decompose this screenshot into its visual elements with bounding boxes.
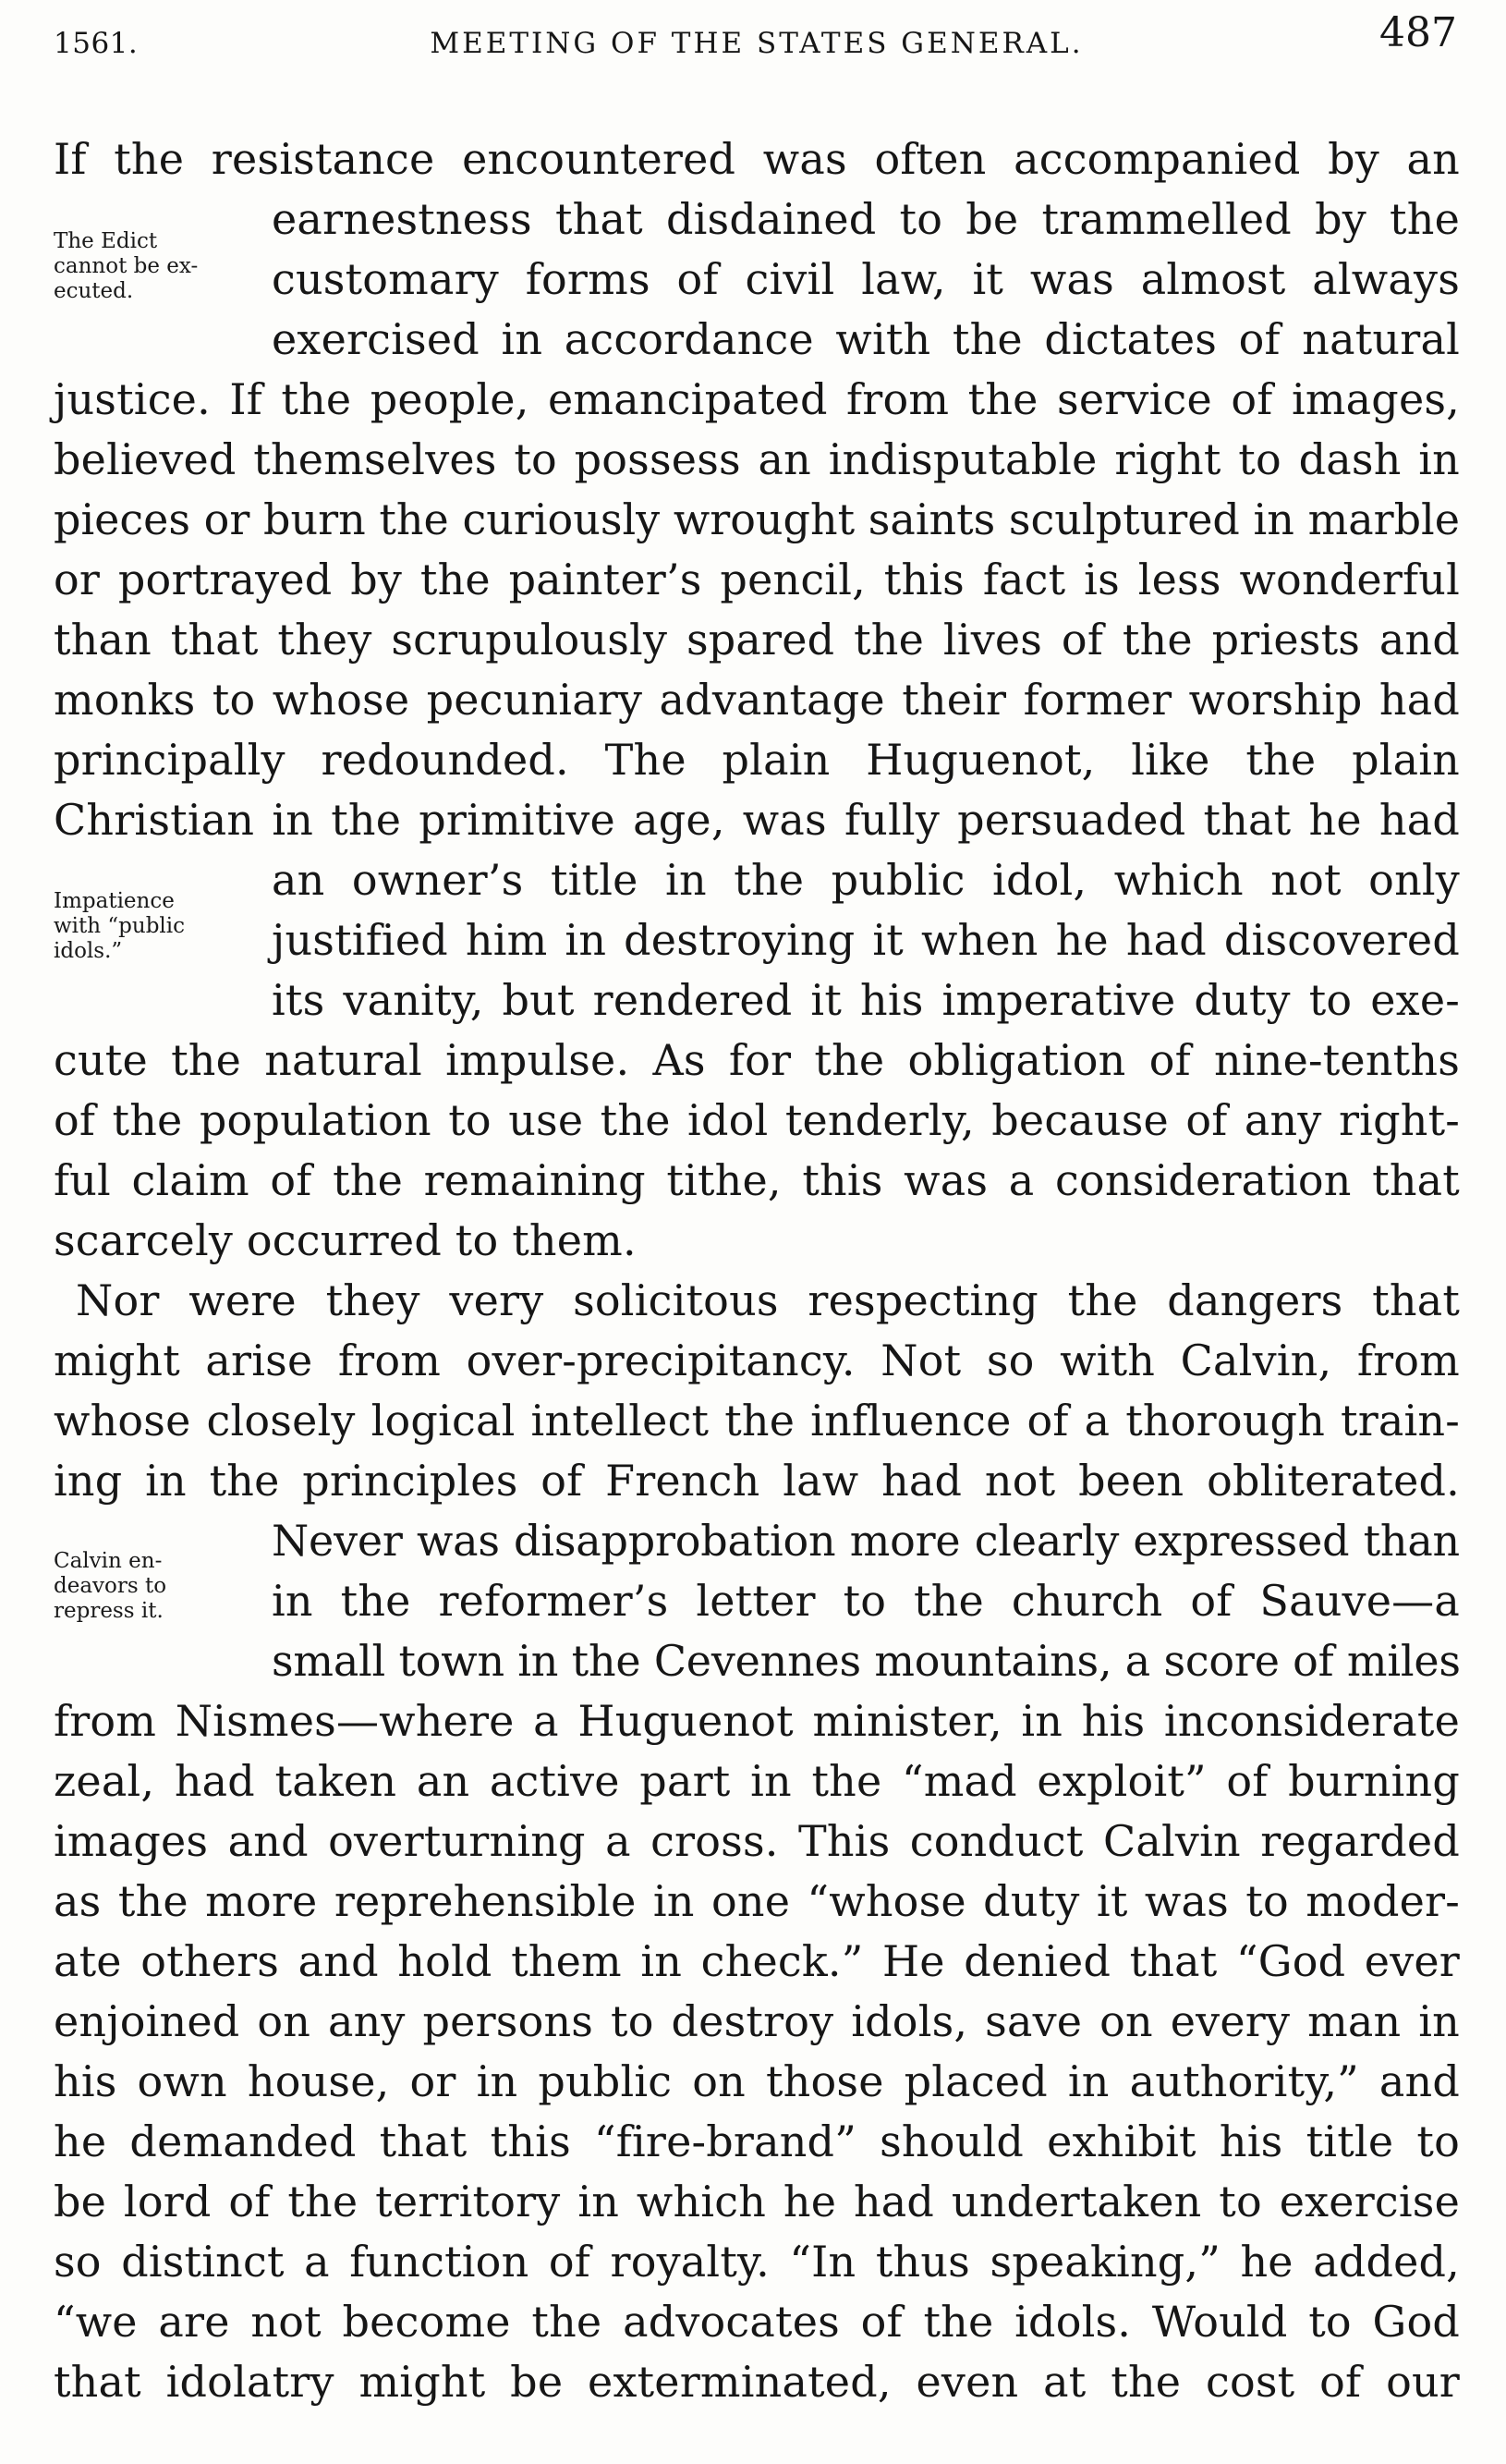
text-line: his own house, or in public on those placed in authority,” and [54, 2056, 1460, 2106]
text-line: “we are not become the advocates of the idols. Would to God [54, 2297, 1460, 2347]
text-line: monks to whose pecuniary advantage their former worship had [54, 675, 1460, 725]
text-line: earnestness that disdained to be trammelled by the [272, 194, 1460, 244]
text-line: in the reformer’s letter to the church of Sauve—a [272, 1576, 1460, 1626]
text-line: images and overturning a cross. This conduct Calvin regarded [54, 1816, 1460, 1866]
text-line: from Nismes—where a Huguenot minister, in his inconsiderate [54, 1696, 1460, 1746]
text-line: than that they scrupulously spared the lives of the priests and [54, 615, 1460, 665]
text-line: an owner’s title in the public idol, which not only [272, 855, 1460, 905]
text-line: he demanded that this “fire-brand” should exhibit his title to [54, 2116, 1460, 2166]
text-line: Never was disapprobation more clearly expressed than [272, 1516, 1460, 1566]
text-line: that idolatry might be exterminated, even at the cost of our [54, 2357, 1460, 2407]
text-line: whose closely logical intellect the influence of a thorough train- [54, 1396, 1460, 1445]
text-line: zeal, had taken an active part in the “mad exploit” of burning [54, 1756, 1460, 1806]
text-line: exercised in accordance with the dictates of natural [272, 314, 1460, 364]
text-line: If the resistance encountered was often accompanied by an [54, 134, 1460, 184]
header-title: MEETING OF THE STATES GENERAL. [430, 27, 1084, 60]
text-line: small town in the Cevennes mountains, a score of miles [272, 1636, 1461, 1686]
margin-note-calvin: Calvin en- deavors to repress it. [54, 1549, 167, 1623]
text-line: its vanity, but rendered it his imperative duty to exe- [272, 975, 1460, 1025]
header-year: 1561. [54, 27, 139, 60]
text-line: principally redounded. The plain Huguenot, like the plain [54, 735, 1460, 785]
text-line: might arise from over-precipitancy. Not so with Calvin, from [54, 1336, 1460, 1385]
text-line: ful claim of the remaining tithe, this was a consideration that [54, 1155, 1460, 1205]
text-line: as the more reprehensible in one “whose duty it was to moder- [54, 1876, 1460, 1926]
text-line: so distinct a function of royalty. “In thus speaking,” he added, [54, 2237, 1460, 2287]
margin-note-impatience: Impatience with “public idols.” [54, 889, 186, 963]
running-head [0, 4, 1506, 78]
text-line: of the population to use the idol tenderly, because of any right- [54, 1095, 1460, 1145]
text-line: pieces or burn the curiously wrought saints sculptured in marble [54, 494, 1460, 544]
text-line: ate others and hold them in check.” He denied that “God ever [54, 1936, 1460, 1986]
text-line: or portrayed by the painter’s pencil, this fact is less wonderful [54, 555, 1460, 604]
text-line: Nor were they very solicitous respecting the dangers that [76, 1275, 1460, 1325]
text-line: be lord of the territory in which he had undertaken to exercise [54, 2177, 1460, 2226]
page-number: 487 [1379, 9, 1457, 56]
text-line: enjoined on any persons to destroy idols, save on every man in [54, 1996, 1460, 2046]
text-line: cute the natural impulse. As for the obligation of nine-tenths [54, 1035, 1460, 1085]
text-line: Christian in the primitive age, was fully persuaded that he had [54, 795, 1460, 845]
text-line: justified him in destroying it when he had discovered [272, 915, 1460, 965]
text-line: scarcely occurred to them. [54, 1215, 637, 1265]
text-line: justice. If the people, emancipated from the service of images, [54, 374, 1460, 424]
text-line: believed themselves to possess an indisputable right to dash in [54, 434, 1460, 484]
margin-note-edict: The Edict cannot be ex- ecuted. [54, 229, 199, 303]
text-line: ing in the principles of French law had not been obliterated. [54, 1456, 1460, 1506]
text-line: customary forms of civil law, it was almost always [272, 254, 1460, 304]
